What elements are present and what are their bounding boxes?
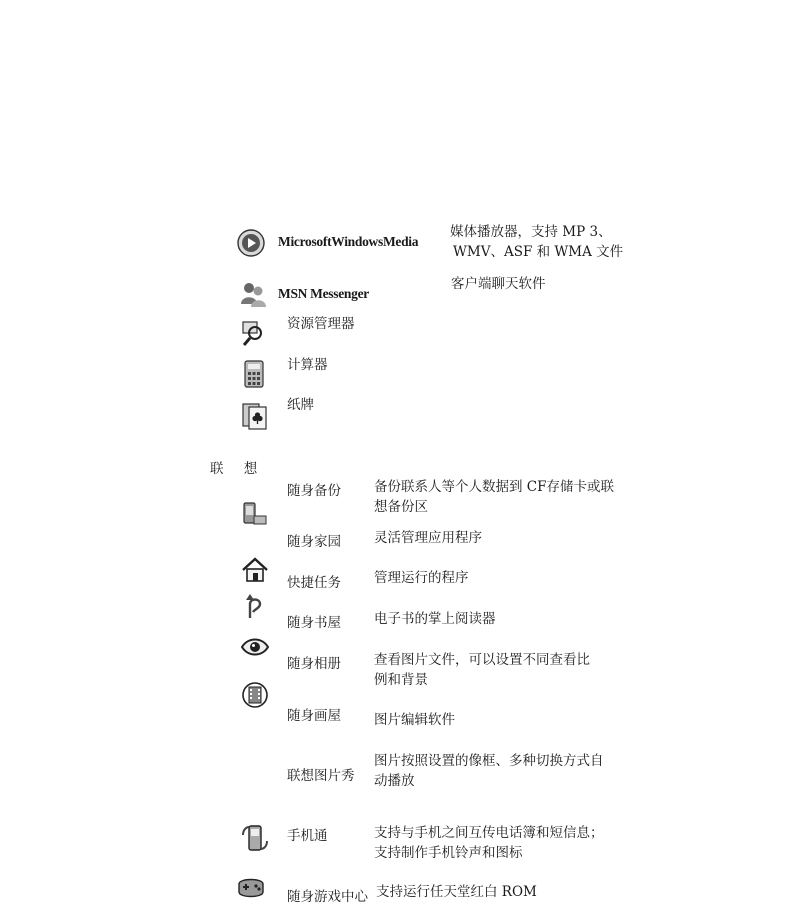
app-name-album: 随身相册 bbox=[287, 656, 341, 672]
app-name-phone-link: 手机通 bbox=[287, 828, 328, 844]
media-description-line1: 媒体播放器，支持 MP 3、 bbox=[450, 224, 612, 240]
app-name-home: 随身家园 bbox=[287, 534, 341, 550]
app-name-explorer: 资源管理器 bbox=[287, 316, 355, 332]
app-name-solitaire: 纸牌 bbox=[287, 397, 314, 413]
app-name-bookhouse: 随身书屋 bbox=[287, 615, 341, 631]
msn-description: 客户端聊天软件 bbox=[451, 276, 546, 292]
app-name-media-player: MicrosoftWindowsMedia bbox=[278, 234, 419, 249]
film-album-icon bbox=[240, 680, 270, 710]
house-icon bbox=[240, 555, 270, 585]
app-name-calculator: 计算器 bbox=[287, 357, 328, 373]
app-name-quick-tasks: 快捷任务 bbox=[287, 575, 341, 591]
painter-description: 图片编辑软件 bbox=[374, 712, 455, 728]
phone-link-description-line2: 支持制作手机铃声和图标 bbox=[374, 845, 523, 861]
picture-show-description-line1: 图片按照设置的像框、多种切换方式自 bbox=[374, 753, 604, 769]
app-name-msn: MSN Messenger bbox=[278, 286, 369, 301]
phone-link-description-line1: 支持与手机之间互传电话簿和短信息； bbox=[374, 825, 604, 841]
app-name-painter: 随身画屋 bbox=[287, 708, 341, 724]
gamepad-icon bbox=[236, 874, 266, 904]
app-name-picture-show: 联想图片秀 bbox=[287, 768, 355, 784]
media-player-icon bbox=[236, 228, 266, 258]
album-description-line1: 查看图片文件，可以设置不同查看比 bbox=[374, 652, 590, 668]
app-name-game-center: 随身游戏中心 bbox=[287, 889, 368, 905]
msn-messenger-icon bbox=[238, 280, 268, 310]
picture-show-description-line2: 动播放 bbox=[374, 773, 415, 789]
album-description-line2: 例和背景 bbox=[374, 672, 428, 688]
game-center-description: 支持运行任天堂红白 ROM bbox=[376, 884, 537, 900]
media-description-line2: WMV、ASF 和 WMA 文件 bbox=[453, 244, 624, 260]
backup-device-icon bbox=[240, 500, 270, 530]
calculator-icon bbox=[240, 359, 270, 389]
backup-description-line2: 想备份区 bbox=[374, 499, 428, 515]
file-explorer-icon bbox=[240, 318, 270, 348]
bookhouse-description: 电子书的掌上阅读器 bbox=[374, 611, 496, 627]
backup-description-line1: 备份联系人等个人数据到 CF存储卡或联 bbox=[374, 479, 614, 495]
app-name-backup: 随身备份 bbox=[287, 483, 341, 499]
quick-tasks-description: 管理运行的程序 bbox=[374, 570, 469, 586]
solitaire-cards-icon bbox=[240, 401, 270, 431]
eye-reader-icon bbox=[240, 632, 270, 662]
arrow-task-icon bbox=[240, 590, 270, 620]
section-title-lenovo: 联 想 bbox=[210, 461, 266, 477]
home-description: 灵活管理应用程序 bbox=[374, 530, 482, 546]
phone-sync-icon bbox=[240, 823, 270, 853]
